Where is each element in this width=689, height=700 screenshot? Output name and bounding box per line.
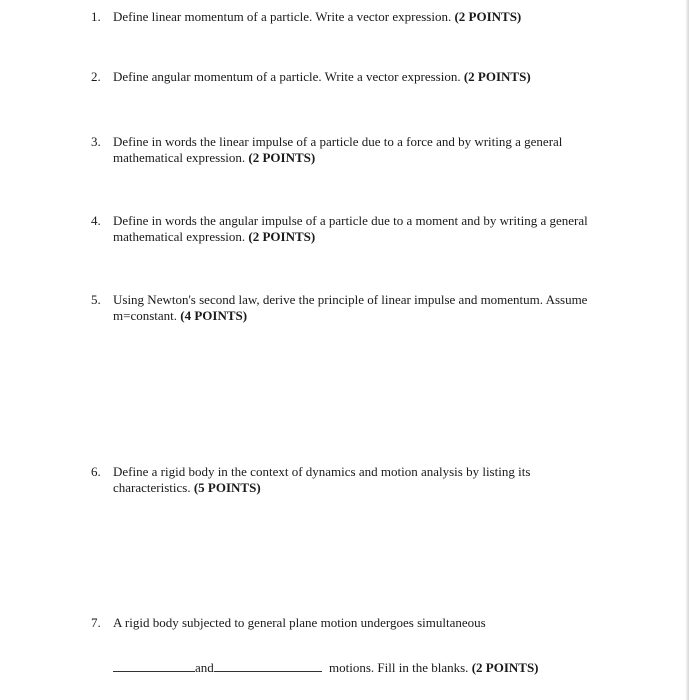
blank-1[interactable] [113,659,195,672]
question-text [113,9,593,25]
and-word: and [195,660,214,675]
question-points: (2 POINTS) [471,660,539,675]
question-prompt: Define in words the linear impulse of a particle due to a force and by writing a general mathematical expression. [113,134,563,165]
question-points: (5 POINTS) [193,480,261,495]
question-text [113,615,593,631]
question-number: 7. [91,615,101,630]
question-prompt: Define in words the angular impulse of a particle due to a moment and by writing a general mathematical expression. [113,213,588,244]
blank-2[interactable] [214,659,322,672]
question-text [113,464,593,496]
question-text [113,69,593,85]
question-points: (4 POINTS) [180,308,248,323]
question-points: (2 POINTS) [248,229,316,244]
question-prompt: Using Newton's second law, derive the principle of linear impulse and momentum. Assume m=constant. [113,292,588,323]
question-number: 4. [91,213,101,228]
question-prompt: Define linear momentum of a particle. Write a vector expression. [113,9,452,24]
question-points: (2 POINTS) [248,150,316,165]
question-number: 6. [91,464,101,479]
question-points: (2 POINTS) [454,9,522,24]
question-prompt: A rigid body subjected to general plane motion undergoes simultaneous [113,615,486,630]
question-prompt: Define angular momentum of a particle. Write a vector expression. [113,69,461,84]
question-number: 3. [91,134,101,149]
question-text [113,213,593,245]
question-number: 2. [91,69,101,84]
question-number: 1. [91,9,101,24]
fill-in-blanks-line [113,659,539,676]
question-text [113,134,593,166]
question-number: 5. [91,292,101,307]
motions-text: motions. Fill in the blanks. [329,660,469,675]
question-points: (2 POINTS) [463,69,531,84]
question-prompt: Define a rigid body in the context of dynamics and motion analysis by listing its characteristics. [113,464,531,495]
question-text [113,292,593,324]
